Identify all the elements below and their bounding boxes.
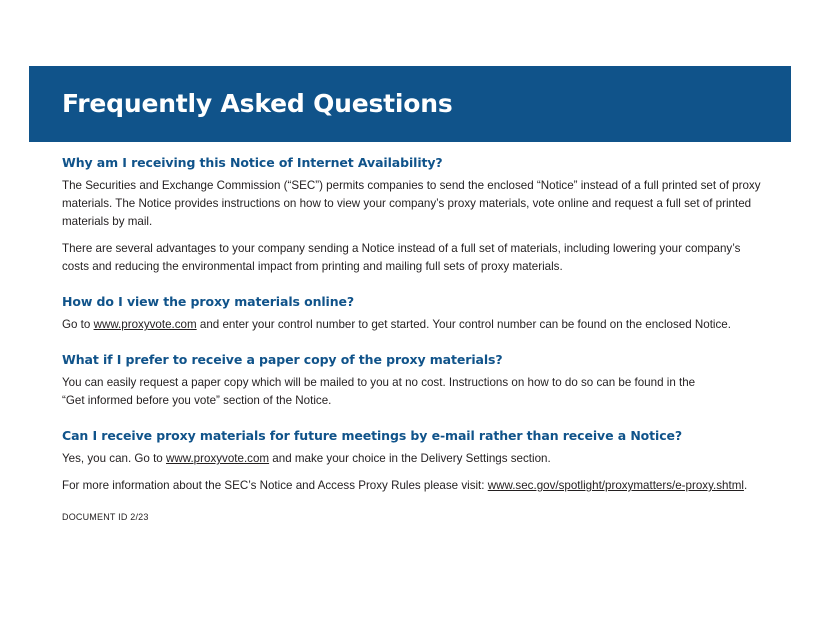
faq-content bbox=[62, 155, 762, 522]
faq-question: Why am I receiving this Notice of Internet Availability? bbox=[62, 155, 443, 170]
faq-answer-paragraph bbox=[62, 450, 762, 468]
answer-text: and enter your control number to get started. Your control number can be found on the enclosed Notice. bbox=[196, 318, 731, 331]
more-info-text: For more information about the SEC’s Notice and Access Proxy Rules please visit: bbox=[62, 479, 488, 492]
more-info-text: . bbox=[743, 479, 748, 492]
proxyvote-link[interactable]: www.proxyvote.com bbox=[93, 318, 197, 331]
document-id: DOCUMENT ID 2/23 bbox=[62, 512, 149, 522]
faq-section-view-online bbox=[62, 294, 762, 334]
faq-answer-paragraph: There are several advantages to your company sending a Notice instead of a full set of materials, including lowering your company’s costs and reducing the environmental impact from printing and mailing full sets of proxy materials. bbox=[62, 242, 741, 273]
faq-answer-paragraph bbox=[62, 316, 762, 334]
faq-section-why-notice bbox=[62, 155, 762, 276]
faq-question: What if I prefer to receive a paper copy of the proxy materials? bbox=[62, 352, 503, 367]
answer-text: Yes, you can. Go to bbox=[62, 452, 166, 465]
answer-line: You can easily request a paper copy which will be mailed to you at no cost. Instructions on how to do so can be found in the bbox=[62, 376, 696, 389]
answer-text: and make your choice in the Delivery Settings section. bbox=[269, 452, 551, 465]
faq-question: Can I receive proxy materials for future meetings by e-mail rather than receive a Notice? bbox=[62, 428, 683, 443]
proxyvote-link[interactable]: www.proxyvote.com bbox=[165, 452, 270, 465]
page-title: Frequently Asked Questions bbox=[62, 89, 453, 118]
answer-text: Go to bbox=[62, 318, 94, 331]
more-info-paragraph bbox=[62, 477, 762, 495]
faq-section-paper-copy bbox=[62, 352, 762, 410]
sec-eproxy-link[interactable]: www.sec.gov/spotlight/proxymatters/e-proxy.shtml bbox=[487, 479, 744, 492]
answer-line: “Get informed before you vote” section of the Notice. bbox=[62, 394, 332, 407]
faq-question: How do I view the proxy materials online? bbox=[62, 294, 355, 309]
faq-answer-paragraph bbox=[62, 374, 762, 410]
faq-section-email-delivery bbox=[62, 428, 762, 495]
faq-answer-paragraph: The Securities and Exchange Commission (“SEC”) permits companies to send the enclosed “Notice” instead of a full printed set of proxy materials. The Notice provides instructions on how to view your company’s proxy materials, vote online and request a full set of printed materials by mail. bbox=[62, 179, 761, 228]
header-banner bbox=[29, 66, 791, 142]
